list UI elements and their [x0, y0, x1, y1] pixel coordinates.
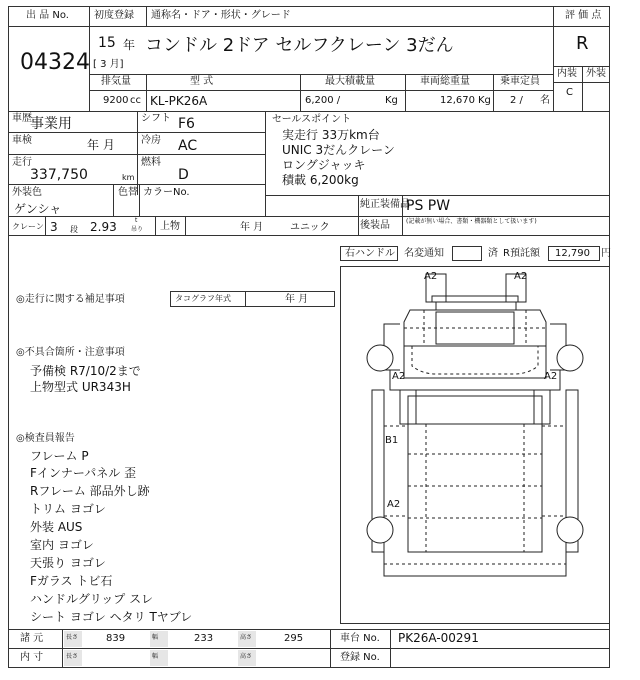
inspector-item-2: Fインナーパネル 歪 — [30, 466, 137, 480]
r-label: R預託額 — [503, 248, 540, 259]
sales-point-2: UNIC 3だんクレーン — [282, 143, 395, 157]
odometer-change-box — [452, 246, 482, 261]
fuel-label: 燃料 — [141, 157, 161, 168]
shift-label: シフト — [141, 113, 171, 124]
displacement-label: 排気量 — [101, 76, 131, 87]
gross-weight-unit: Kg — [478, 95, 491, 106]
inspector-item-5: 外装 AUS — [30, 520, 83, 534]
inner-width-label: 幅 — [152, 653, 159, 660]
inner-label: 内 寸 — [20, 652, 44, 663]
driving-notes-header: ◎走行に関する補足事項 — [16, 294, 125, 305]
capacity-unit: 名 — [540, 95, 550, 106]
inspector-item-4: トリム ヨゴレ — [30, 502, 106, 516]
height-label: 高さ — [240, 634, 253, 641]
genuine-equipment-label: 純正装備品 — [360, 199, 410, 210]
inspector-item-3: Rフレーム 部品外し跡 — [30, 484, 150, 498]
crane-label: クレーン — [12, 222, 44, 231]
lot-label: 出 品 No. — [26, 10, 69, 21]
inspector-item-6: 室内 ヨゴレ — [30, 538, 94, 552]
crane-stages-unit: 段 — [70, 225, 78, 234]
lot-number: 04324 — [20, 50, 90, 75]
chassis-no-label: 車台 No. — [340, 633, 380, 644]
inner-height-label: 高さ — [240, 653, 253, 660]
displacement-value: 9200 — [103, 95, 129, 106]
tachograph-label: タコグラフ年式 — [175, 294, 231, 303]
crane-load-unit-top: t — [135, 217, 138, 224]
ac-label: 冷房 — [141, 135, 161, 146]
inspector-item-9: ハンドルグリップ スレ — [30, 592, 154, 606]
capacity-value: 2 / — [510, 95, 523, 106]
grade-label: 評 価 点 — [565, 10, 602, 21]
inspection-value: 年 月 — [87, 138, 115, 152]
r-value: 12,790 — [555, 248, 590, 259]
r-unit: 円 — [601, 248, 611, 259]
ac-value: AC — [178, 138, 198, 154]
width-label: 幅 — [152, 634, 159, 641]
model-name: コンドル 2ドア セルフクレーン 3だん — [145, 35, 454, 56]
crane-stages: 3 — [50, 220, 58, 234]
history-label: 車歴 — [12, 113, 32, 124]
mark-rear-left: A2 — [387, 499, 401, 510]
exterior-color-value: ゲンシャ — [14, 202, 62, 216]
model-code-label: 型 式 — [190, 76, 214, 87]
first-reg-label: 初度登録 — [94, 10, 134, 21]
max-load-label: 最大積載量 — [325, 76, 375, 87]
interior-grade: C — [566, 87, 573, 98]
inspection-label: 車検 — [12, 135, 32, 146]
body-maker: ユニック — [290, 222, 330, 233]
mark-front-left: A2 — [392, 371, 406, 382]
inner-length-label: 長さ — [66, 653, 79, 660]
max-load-unit: Kg — [385, 95, 398, 106]
max-load-value: 6,200 / — [305, 95, 341, 106]
tachograph-value: 年 月 — [285, 294, 309, 305]
sales-point-1: 実走行 33万km台 — [282, 128, 380, 142]
gross-weight-label: 車両総重量 — [420, 76, 470, 87]
length-value: 839 — [106, 633, 126, 644]
exterior-color-label: 外装色 — [12, 187, 42, 198]
model-header-label: 通称名・ドア・形状・グレード — [151, 10, 291, 21]
color-change-label: 色替 — [118, 187, 138, 198]
specs-label: 諸 元 — [20, 633, 44, 644]
sales-points-label: セールスポイント — [272, 114, 352, 125]
fuel-value: D — [178, 167, 189, 183]
inspector-item-8: Fガラス トビ石 — [30, 574, 113, 588]
mileage-unit: km — [122, 173, 135, 182]
defects-header: ◎不具合箇所・注意事項 — [16, 347, 125, 358]
mark-front-right: A2 — [544, 371, 558, 382]
sales-point-4: 積載 6,200kg — [282, 173, 359, 187]
capacity-label: 乗車定員 — [500, 76, 540, 87]
rhd-label: 右ハンドル — [345, 248, 395, 259]
reg-no-label: 登録 No. — [340, 652, 380, 663]
shift-value: F6 — [178, 116, 195, 132]
gross-weight-value: 12,670 — [440, 95, 475, 106]
mileage-label: 走行 — [12, 157, 32, 168]
inspector-item-10: シート ヨゴレ ヘタリ Tヤブレ — [30, 610, 193, 624]
chassis-no-value: PK26A-00291 — [398, 631, 479, 645]
inspector-item-1: フレーム P — [30, 449, 89, 463]
width-value: 233 — [194, 633, 214, 644]
defect-2: 上物型式 UR343H — [30, 380, 131, 394]
sales-point-3: ロングジャッキ — [282, 158, 366, 172]
odometer-change-label: 名変通知 — [404, 248, 444, 259]
genuine-equipment-value: PS PW — [406, 198, 451, 214]
aftermarket-note: (記載が無い場合、書類・機器類として扱います) — [406, 218, 537, 225]
length-label: 長さ — [66, 634, 79, 641]
aftermarket-label: 後装品 — [360, 220, 390, 231]
grade-value: R — [576, 33, 589, 54]
body-label: 上物 — [160, 221, 180, 232]
body-date: 年 月 — [240, 222, 264, 233]
exterior-label: 外装 — [586, 68, 606, 79]
inspector-item-7: 天張り ヨゴレ — [30, 556, 106, 570]
mark-mid-left: B1 — [385, 435, 399, 446]
first-reg-year: 15 — [98, 35, 116, 51]
history-value: 事業用 — [30, 116, 72, 132]
odometer-mark: 済 — [488, 248, 498, 259]
mark-top-right: A2 — [514, 271, 528, 282]
crane-load: 2.93 — [90, 220, 117, 234]
crane-load-unit-bottom: 吊り — [131, 226, 144, 233]
color-no-label: カラーNo. — [143, 187, 190, 198]
year-unit: 年 — [123, 38, 136, 52]
first-reg-month: [ 3 月] — [93, 59, 124, 70]
interior-label: 内装 — [557, 68, 577, 79]
inspector-header: ◎検査員報告 — [16, 433, 75, 444]
mark-top-left: A2 — [424, 271, 438, 282]
height-value: 295 — [284, 633, 304, 644]
model-code: KL-PK26A — [150, 94, 208, 108]
displacement-unit: cc — [130, 95, 141, 106]
truck-outline-diagram — [340, 266, 610, 624]
defect-1: 予備検 R7/10/2まで — [30, 364, 141, 378]
mileage-value: 337,750 — [30, 167, 88, 183]
